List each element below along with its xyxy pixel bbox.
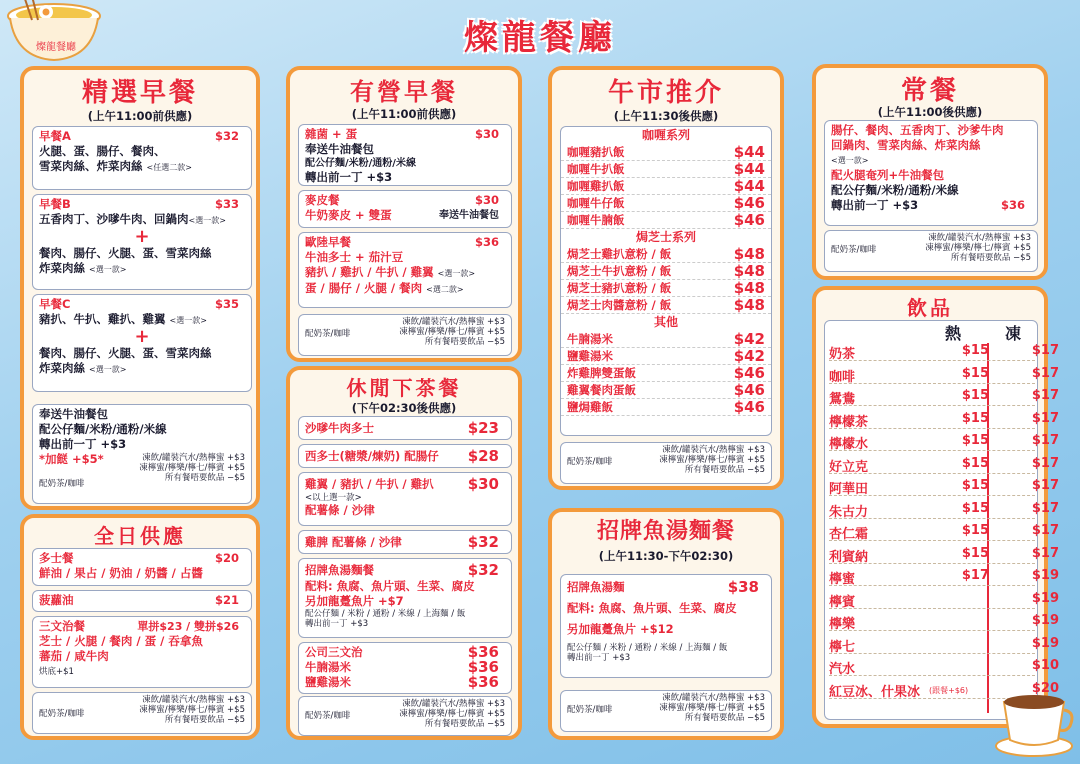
drink-hot-price: $15 — [961, 433, 989, 448]
drink-hot-price: $15 — [961, 500, 989, 516]
drink-cold-price: $19 — [1031, 613, 1059, 628]
item-price: $46 — [733, 211, 765, 229]
item-name: 鹽雞湯米 — [567, 349, 613, 363]
item-price: $46 — [733, 381, 765, 399]
lunch-item — [561, 297, 771, 314]
item-price: $44 — [733, 177, 765, 195]
breakfast-a: 早餐A $32 火腿、蛋、腸仔、餐肉、 雪菜肉絲、炸菜肉絲 <任選二款> — [32, 126, 252, 190]
item-name: 鹽焗雞飯 — [567, 400, 613, 414]
drink-hot-price: $17 — [961, 568, 989, 583]
sandwich-soup-set: 公司三文治 $36 牛腩湯米 $36 鹽雞湯米 $36 — [298, 642, 512, 694]
fish-drinks: 凍飲/罐裝汽水/熱檸蜜 +$3 凍檸蜜/檸樂/檸七/檸賓 +$5 所有餐唔要飲品 −$5 配奶茶/咖啡 — [560, 690, 772, 732]
teatime-drinks: 凍飲/罐裝汽水/熱檸蜜 +$3 凍檸蜜/檸樂/檸七/檸賓 +$5 所有餐唔要飲品 −$5 配奶茶/咖啡 — [298, 696, 512, 736]
lunch-list: 咖喱系列 咖喱豬扒飯 $44 咖喱牛扒飯 $44 咖喱雞扒飯 $44 咖喱牛仔飯 $46 咖喱牛腩飯 $46 焗芝士系列 焗芝士雞扒意粉 / 飯 $48 焗芝士牛扒意粉 / 飯 $48 焗芝士豬扒意粉 / 飯 $48 焗芝士肉醬意粉 / 飯 $48 其他 牛腩湯米 $42 鹽雞湯米 $42 炸雞脾雙蛋飯 $46 雞翼餐肉蛋飯 $46 鹽焗雞飯 $46 — [560, 126, 772, 436]
item-name: 咖喱牛仔飯 — [567, 196, 625, 210]
panel-title: 飲品 — [907, 296, 953, 320]
healthy-drinks: 凍飲/罐裝汽水/熱檸蜜 +$3 凍檸蜜/檸樂/檸七/檸賓 +$5 所有餐唔要飲品 −$5 配奶茶/咖啡 — [298, 314, 512, 356]
drink-row — [829, 409, 1059, 430]
panel-title: 有營早餐 — [350, 78, 458, 106]
allday-drinks: 凍飲/罐裝汽水/熱檸蜜 +$3 凍檸蜜/檸樂/檸七/檸賓 +$5 所有餐唔要飲品 −$5 配奶茶/咖啡 — [32, 692, 252, 734]
drink-name: 阿華田 — [829, 482, 869, 497]
item-name: 咖喱雞扒飯 — [567, 179, 625, 193]
drink-hot-price: $15 — [961, 455, 989, 471]
item-price: $44 — [733, 160, 765, 178]
drink-row — [829, 386, 1059, 407]
item-price: $46 — [733, 398, 765, 416]
panel-subtitle: (上午11:00後供應) — [877, 105, 983, 119]
breakfast-panel — [20, 66, 260, 510]
drink-hot-price: $15 — [961, 523, 989, 538]
hot-header: 熱 — [945, 324, 962, 343]
cold-header: 凍 — [1005, 324, 1022, 343]
item-name: 咖喱牛腩飯 — [567, 213, 625, 227]
item-price: $46 — [733, 364, 765, 382]
drink-cold-price: $19 — [1031, 590, 1059, 606]
item-price: $48 — [733, 296, 765, 314]
panel-subtitle: (上午11:00前供應) — [87, 109, 193, 123]
drink-cold-price: $17 — [1031, 523, 1059, 538]
drink-name: 檸檬茶 — [829, 414, 869, 430]
panel-subtitle: (上午11:00前供應) — [351, 107, 457, 121]
item-price: $42 — [733, 330, 765, 348]
drink-name: 檸檬水 — [829, 437, 869, 452]
drink-cold-price: $17 — [1031, 478, 1059, 493]
lunch-item — [561, 331, 771, 348]
lunch-item — [561, 348, 771, 365]
drink-cold-price: $17 — [1031, 500, 1059, 516]
drink-name: 杏仁霜 — [829, 527, 869, 542]
item-name: 焗芝士雞扒意粉 / 飯 — [567, 247, 672, 261]
allday-panel — [20, 514, 260, 740]
drink-name: 咖啡 — [829, 369, 856, 385]
drink-hot-price: $15 — [961, 410, 989, 426]
breakfast-b: 早餐B $33 五香肉丁、沙嗲牛肉、回鍋肉<選一款> + 餐肉、腸仔、火腿、蛋、雪菜肉絲 炸菜肉絲 <選一款> — [32, 194, 252, 290]
drink-row — [829, 341, 1059, 362]
breakfast-footer: 奉送牛油餐包 配公仔麵/米粉/通粉/米線 轉出前一丁 +$3 *加餸 +$5* 凍飲/罐裝汽水/熱檸蜜 +$3 凍檸蜜/檸樂/檸七/檸賓 +$5 所有餐唔要飲品 −$5 配奶茶/咖啡 — [32, 404, 252, 504]
item-name: 焗芝士豬扒意粉 / 飯 — [567, 281, 672, 295]
restaurant-title: 燦龍餐廳 — [464, 18, 616, 58]
drink-name: 奶茶 — [829, 347, 856, 362]
drink-row — [829, 656, 1059, 677]
lunch-item — [561, 246, 771, 263]
regular-drinks: 凍飲/罐裝汽水/熱檸蜜 +$3 凍檸蜜/檸樂/檸七/檸賓 +$5 所有餐唔要飲品 −$5 配奶茶/咖啡 — [824, 230, 1038, 272]
drink-hot-price: $15 — [961, 545, 989, 561]
drink-cold-price: $10 — [1031, 658, 1059, 673]
drink-row — [829, 454, 1059, 475]
drink-name: 朱古力 — [829, 504, 869, 520]
pineapple-bun: 菠蘿油 $21 — [32, 590, 252, 612]
fish-noodle-set: 招牌魚湯麵 $38 配料: 魚腐、魚片頭、生菜、腐皮 另加龍躉魚片 +$12 配公仔麵 / 米粉 / 通粉 / 米線 / 上海麵 / 飯 轉出前一丁 +$3 — [560, 574, 772, 678]
item-price: $46 — [733, 194, 765, 212]
panel-title: 招牌魚湯麵餐 — [596, 519, 735, 544]
item-name: 咖喱豬扒飯 — [567, 145, 625, 159]
drink-cold-price: $17 — [1031, 365, 1059, 381]
lunch-drinks: 凍飲/罐裝汽水/熱檸蜜 +$3 凍檸蜜/檸樂/檸七/檸賓 +$5 所有餐唔要飲品 −$5 配奶茶/咖啡 — [560, 442, 772, 484]
panel-title: 精選早餐 — [81, 78, 198, 108]
drink-name: 利賓納 — [829, 549, 869, 565]
lunch-item — [561, 280, 771, 297]
item-price: $48 — [733, 279, 765, 297]
panel-title: 常餐 — [900, 76, 959, 106]
drink-cold-price: $19 — [1031, 635, 1059, 651]
regular-set: 腸仔、餐肉、五香肉丁、沙爹牛肉 回鍋肉、雪菜肉絲、炸菜肉絲 <選一款> 配火腿奄列+牛油餐包 配公仔麵/米粉/通粉/米線 轉出前一丁 +$3 $36 — [824, 120, 1038, 226]
item-price: $42 — [733, 347, 765, 365]
panel-subtitle: (上午11:30後供應) — [613, 109, 719, 123]
item-name: 咖喱牛扒飯 — [567, 162, 625, 176]
continental-set: 歐陸早餐 $36 牛油多士 + 茄汁豆 豬扒 / 雞扒 / 牛扒 / 雞翼 <選一款> 蛋 / 腸仔 / 火腿 / 餐肉 <選二款> — [298, 232, 512, 308]
drinks-panel — [812, 286, 1059, 728]
drink-row — [829, 499, 1059, 520]
lunch-item — [561, 178, 771, 195]
sandwich-set: 三文治餐 單拼$23 / 雙拼$26 芝士 / 火腿 / 餐肉 / 蛋 / 吞拿魚 蕃茄 / 咸牛肉 烘底+$1 — [32, 616, 252, 688]
drink-name: 紅豆冰、什果冰 — [829, 684, 921, 700]
drink-hot-price: $15 — [961, 343, 989, 358]
french-toast-set: 西多士(糖漿/煉奶) 配腸仔 $28 — [298, 444, 512, 468]
lunch-item — [561, 144, 771, 161]
lunch-item — [561, 399, 771, 416]
regular-panel — [812, 64, 1048, 280]
drink-hot-price: $15 — [961, 365, 989, 381]
drink-row — [829, 521, 1059, 542]
panel-title: 午市推介 — [607, 78, 724, 108]
satay-beef-toast: 沙嗲牛肉多士 $23 — [298, 416, 512, 440]
drink-cold-price: $17 — [1031, 410, 1059, 426]
lunch-item — [561, 263, 771, 280]
drink-row — [829, 364, 1059, 385]
drink-cold-price: $17 — [1031, 388, 1059, 403]
lunch-item — [561, 382, 771, 399]
panel-title: 全日供應 — [94, 524, 186, 548]
drink-cold-price: $19 — [1031, 568, 1059, 583]
chop-set: 雞翼 / 豬扒 / 牛扒 / 雞扒 $30 <以上選一款> 配薯條 / 沙律 — [298, 472, 512, 526]
drink-row — [829, 611, 1059, 632]
drink-row — [829, 431, 1059, 452]
lunch-item — [561, 195, 771, 212]
oatmeal-set: 麥皮餐 $30 牛奶麥皮 + 雙蛋 奉送牛油餐包 — [298, 190, 512, 228]
mushroom-egg-set: 雜菌 + 蛋 $30 奉送牛油餐包 配公仔麵/米粉/通粉/米線 轉出前一丁 +$3 — [298, 124, 512, 186]
lunch-item — [561, 161, 771, 178]
toast-set: 多士餐 $20 鮮油 / 果占 / 奶油 / 奶醬 / 占醬 — [32, 548, 252, 586]
drumstick-set: 雞脾 配薯條 / 沙律 $32 — [298, 530, 512, 554]
drink-hot-price: $15 — [961, 388, 989, 403]
drink-cold-price: $20 — [1031, 680, 1059, 696]
teatime-panel — [286, 366, 522, 740]
drink-name: 好立克 — [829, 459, 869, 475]
item-price: $48 — [733, 262, 765, 280]
drink-row — [829, 544, 1059, 565]
drink-row — [829, 589, 1059, 610]
panel-title: 休閒下茶餐 — [346, 376, 462, 400]
drink-cold-price: $17 — [1031, 343, 1059, 358]
drink-row — [829, 634, 1059, 655]
drink-name: 檸七 — [829, 639, 856, 655]
logo-text: 燦龍餐廳 — [36, 42, 76, 53]
drink-cold-price: $17 — [1031, 433, 1059, 448]
item-name: 雞翼餐肉蛋飯 — [567, 383, 636, 397]
item-name: 炸雞脾雙蛋飯 — [567, 366, 636, 380]
drinks-list — [824, 320, 1059, 720]
drink-name: 檸賓 — [829, 594, 856, 610]
panel-subtitle: (上午11:30-下午02:30) — [598, 549, 734, 563]
drink-row — [829, 566, 1059, 587]
drink-name: 鴛鴦 — [829, 392, 856, 407]
drink-cold-price: $17 — [1031, 545, 1059, 561]
breakfast-c: 早餐C $35 豬扒、牛扒、雞扒、雞翼 <選一款> + 餐肉、腸仔、火腿、蛋、雪菜肉絲 炸菜肉絲 <選一款> — [32, 294, 252, 392]
item-price: $48 — [733, 245, 765, 263]
fish-soup-panel — [548, 508, 784, 740]
fish-noodle-tea-set: 招牌魚湯麵餐 $32 配料: 魚腐、魚片頭、生菜、腐皮 另加龍躉魚片 +$7 配公仔麵 / 米粉 / 通粉 / 米線 / 上海麵 / 飯 轉出前一丁 +$3 — [298, 558, 512, 638]
drink-name: 汽水 — [829, 662, 856, 677]
drink-hot-price: $15 — [961, 478, 989, 493]
lunch-item — [561, 212, 771, 229]
drink-cold-price: $17 — [1031, 455, 1059, 471]
drink-row — [829, 476, 1059, 497]
healthy-panel — [286, 66, 522, 362]
panel-subtitle: (下午02:30後供應) — [351, 401, 457, 415]
item-name: 焗芝士牛扒意粉 / 飯 — [567, 264, 672, 278]
item-name: 焗芝士肉醬意粉 / 飯 — [567, 298, 672, 312]
drink-name: 檸樂 — [829, 617, 856, 632]
teacup-icon — [990, 680, 1076, 760]
item-price: $44 — [733, 143, 765, 161]
drink-note: (跟餐+$6) — [929, 685, 969, 695]
lunch-item — [561, 365, 771, 382]
lunch-panel — [548, 66, 784, 490]
item-name: 牛腩湯米 — [567, 332, 613, 346]
drink-name: 檸蜜 — [829, 572, 856, 587]
